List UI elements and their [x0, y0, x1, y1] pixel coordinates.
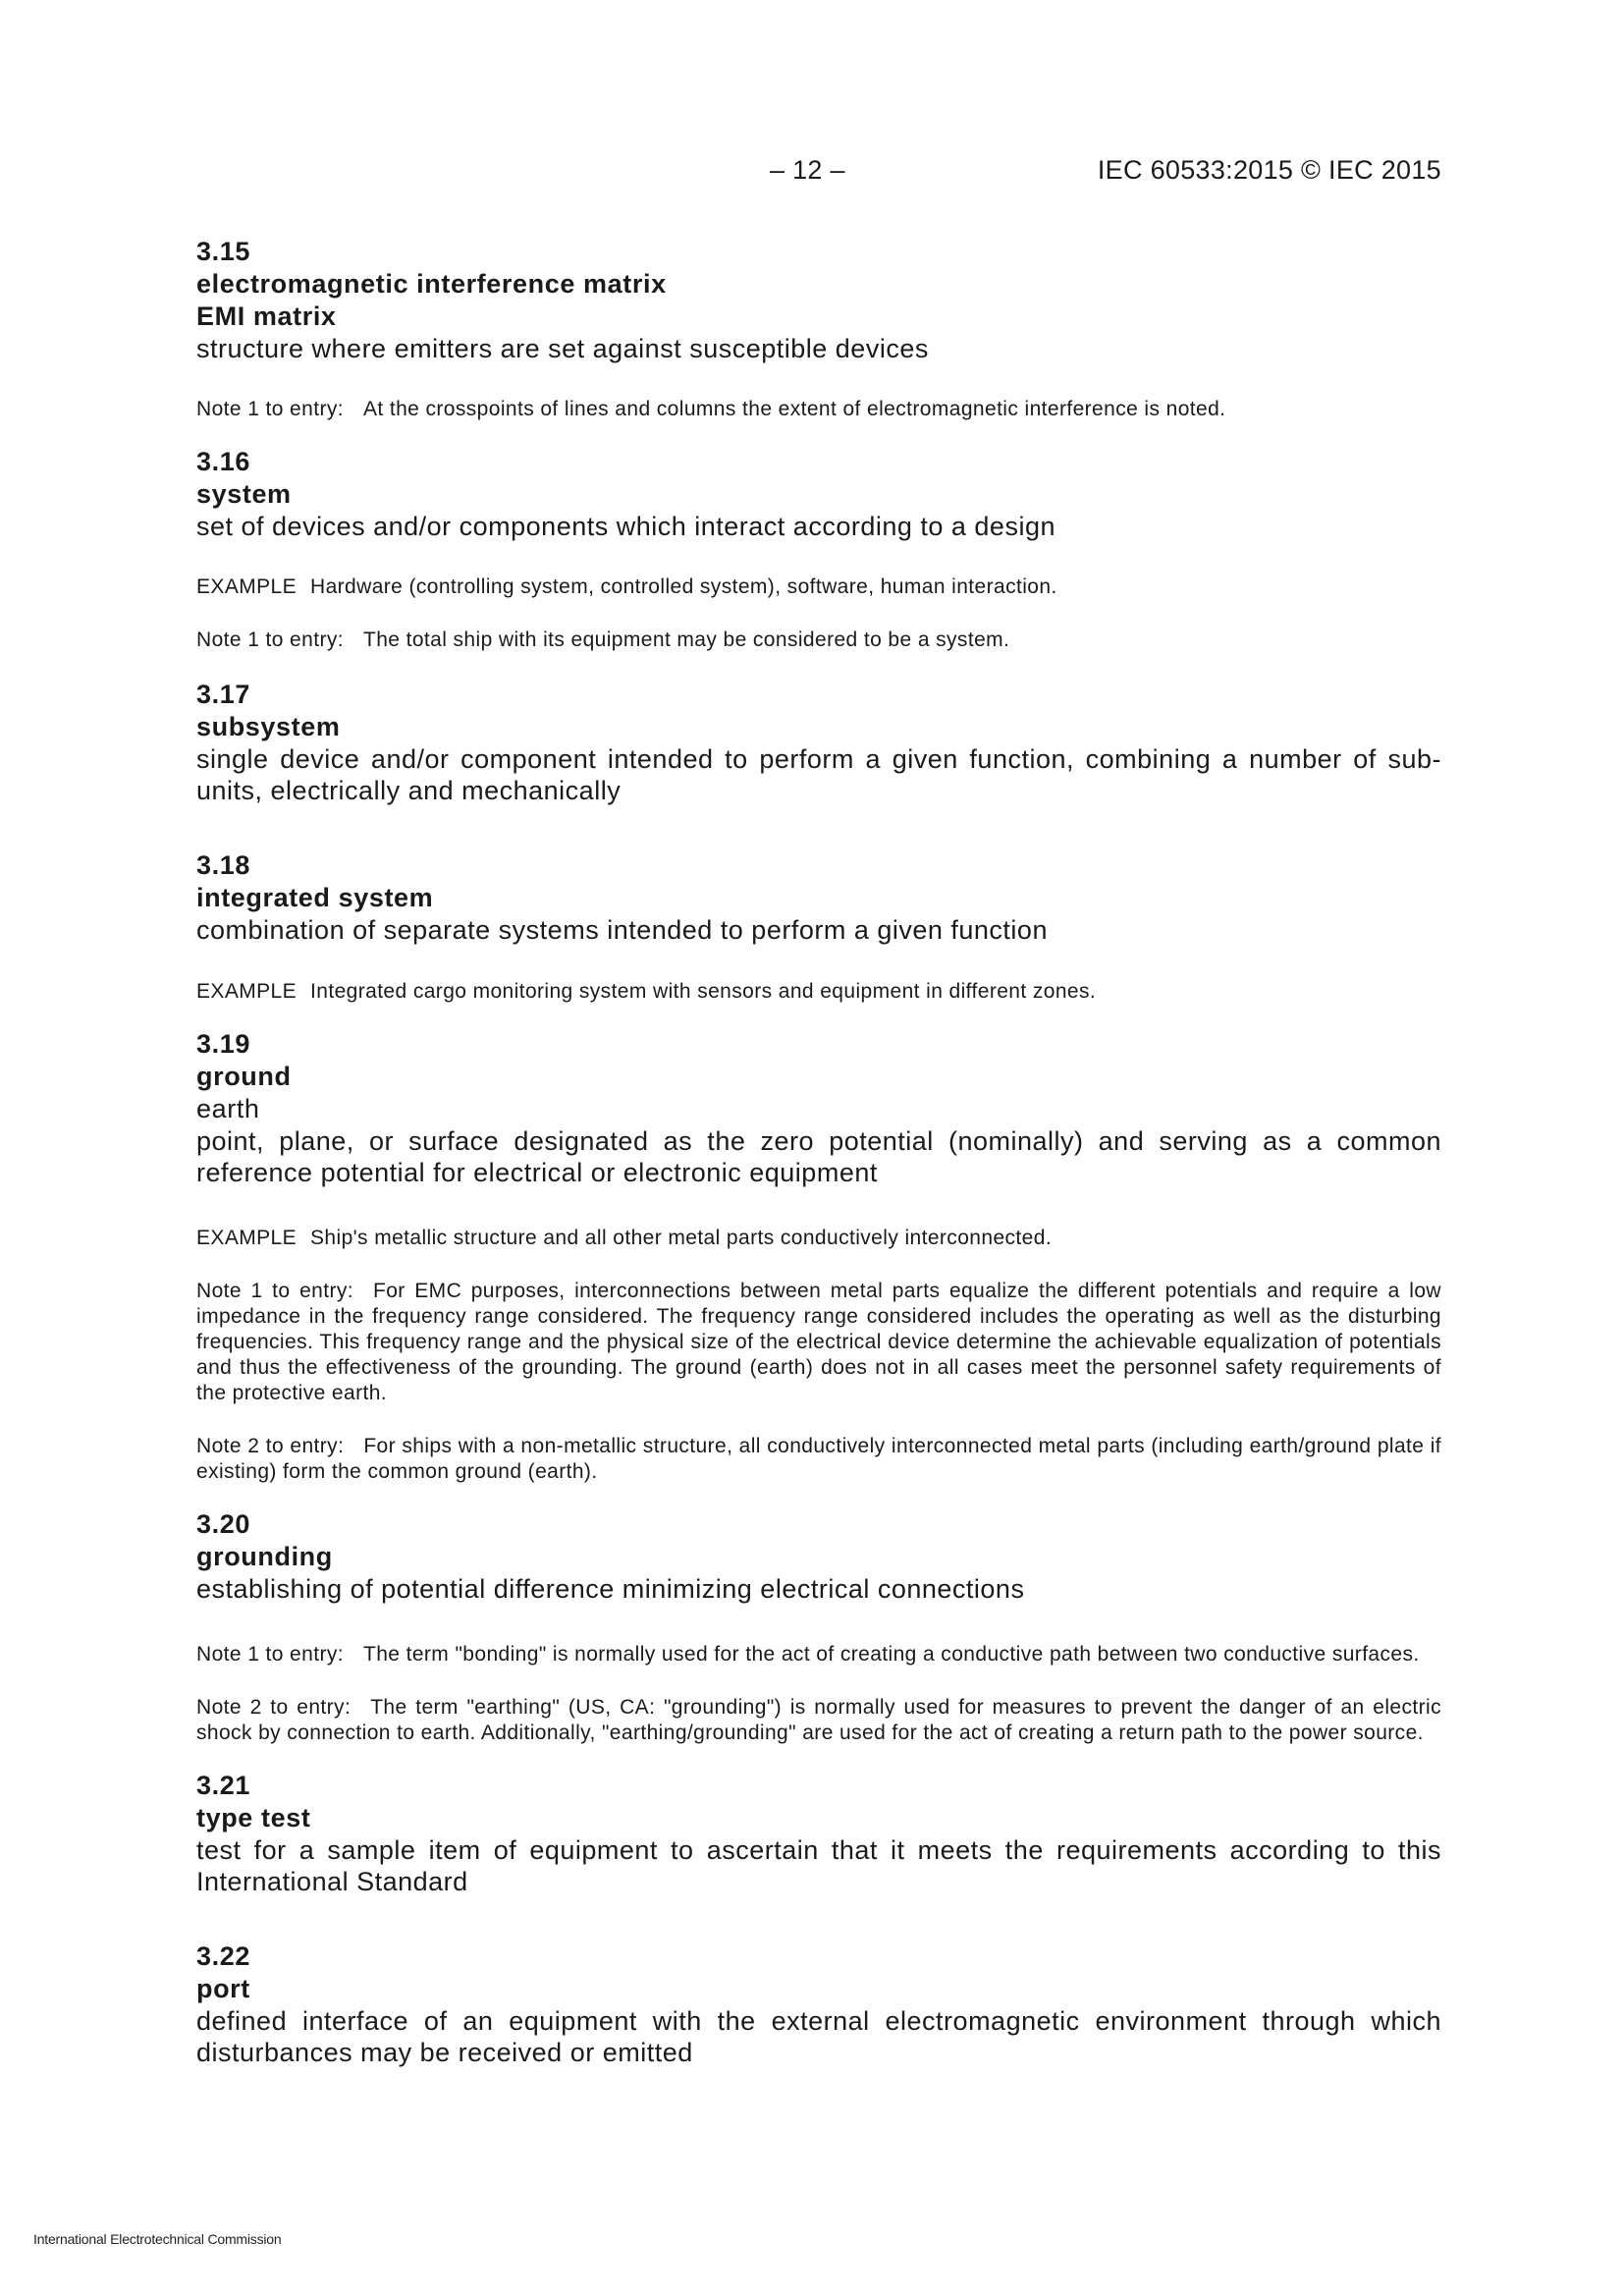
definition: test for a sample item of equipment to ascertain that it meets the requirements according to this International Standard — [196, 1835, 1441, 1896]
example-label: EXAMPLE — [196, 575, 298, 598]
abbreviated-term: EMI matrix — [196, 301, 337, 331]
example-text: Integrated cargo monitoring system with sensors and equipment in different zones. — [310, 980, 1097, 1003]
term-entry-3-18 — [196, 849, 1441, 1005]
example — [196, 574, 1441, 600]
definition: defined interface of an equipment with the external electromagnetic environment through which disturbances may be received or emitted — [196, 2006, 1441, 2067]
preferred-term: subsystem — [196, 712, 341, 741]
entry-number: 3.18 — [196, 850, 250, 880]
note-text: The term "bonding" is normally used for the act of creating a conductive path between two conductive surfaces. — [362, 1643, 1420, 1666]
term-entry-3-15 — [196, 236, 1441, 422]
standard-reference: IEC 60533:2015 © IEC 2015 — [1097, 155, 1441, 185]
note-to-entry — [196, 628, 1441, 653]
preferred-term: ground — [196, 1062, 292, 1091]
admitted-term: earth — [196, 1094, 260, 1123]
note-label: Note 1 to entry: — [196, 1643, 344, 1666]
definition: set of devices and/or components which interact according to a design — [196, 512, 1055, 541]
preferred-term: grounding — [196, 1542, 333, 1571]
preferred-term: port — [196, 1974, 250, 2003]
page-header — [196, 155, 1441, 191]
definition: point, plane, or surface designated as the zero potential (nominally) and serving as a common reference potential for electrical or electronic equipment — [196, 1126, 1441, 1187]
page-number: – 12 – — [770, 155, 845, 185]
example-text: Ship's metallic structure and all other metal parts conductively interconnected. — [310, 1227, 1053, 1249]
definition: combination of separate systems intended to perform a given function — [196, 915, 1048, 945]
entry-number: 3.15 — [196, 237, 250, 266]
note-text: The term "earthing" (US, CA: "grounding") is normally used for measures to prevent the danger of an electric shock by connection to earth. Additionally, "earthing/grounding" are used for the act of creating a return path to the power source. — [196, 1696, 1441, 1744]
preferred-term: type test — [196, 1803, 311, 1832]
entry-number: 3.20 — [196, 1509, 250, 1539]
note-to-entry — [196, 1695, 1441, 1746]
note-to-entry — [196, 1642, 1441, 1667]
page-footer: International Electrotechnical Commission — [33, 2231, 282, 2247]
note-text: For ships with a non-metallic structure, all conductively interconnected metal parts (including earth/ground plate if existing) form the common ground (earth). — [196, 1435, 1441, 1483]
preferred-term: electromagnetic interference matrix — [196, 269, 667, 299]
note-text: At the crosspoints of lines and columns the extent of electromagnetic interference is noted. — [362, 398, 1226, 420]
note-label: Note 1 to entry: — [196, 398, 344, 420]
term-entry-3-16 — [196, 446, 1441, 653]
entry-number: 3.22 — [196, 1941, 250, 1971]
definition: structure where emitters are set against susceptible devices — [196, 334, 929, 363]
note-to-entry — [196, 1279, 1441, 1406]
term-entry-3-22 — [196, 1941, 1441, 2068]
note-to-entry — [196, 397, 1441, 422]
term-entry-3-19 — [196, 1028, 1441, 1485]
definition: establishing of potential difference minimizing electrical connections — [196, 1574, 1025, 1604]
note-label: Note 1 to entry: — [196, 629, 344, 651]
definition: single device and/or component intended to perform a given function, combining a number of sub-units, electrically and mechanically — [196, 744, 1441, 805]
preferred-term: system — [196, 479, 292, 509]
note-label: Note 1 to entry: — [196, 1280, 353, 1302]
term-entry-3-20 — [196, 1508, 1441, 1746]
document-body — [196, 236, 1441, 2068]
example-label: EXAMPLE — [196, 1227, 298, 1249]
note-label: Note 2 to entry: — [196, 1435, 345, 1457]
entry-number: 3.17 — [196, 680, 250, 709]
preferred-term: integrated system — [196, 883, 434, 912]
note-text: For EMC purposes, interconnections between metal parts equalize the different potentials and require a low impedance in the frequency range considered. The frequency range considered includes the operating as well as the disturbing frequencies. This frequency range and the physical size of the electrical device determine the achievable equalization of potentials and thus the effectiveness of the grounding. The ground (earth) does not in all cases meet the personnel safety requirements of the protective earth. — [196, 1280, 1441, 1404]
note-label: Note 2 to entry: — [196, 1696, 352, 1719]
entry-number: 3.21 — [196, 1771, 250, 1800]
term-entry-3-21 — [196, 1770, 1441, 1897]
note-text: The total ship with its equipment may be considered to be a system. — [362, 629, 1010, 651]
entry-number: 3.16 — [196, 447, 250, 476]
note-to-entry — [196, 1434, 1441, 1485]
example-label: EXAMPLE — [196, 980, 298, 1003]
entry-number: 3.19 — [196, 1029, 250, 1059]
example — [196, 979, 1441, 1005]
example-text: Hardware (controlling system, controlled system), software, human interaction. — [310, 575, 1057, 598]
term-entry-3-17 — [196, 679, 1441, 806]
example — [196, 1226, 1441, 1251]
